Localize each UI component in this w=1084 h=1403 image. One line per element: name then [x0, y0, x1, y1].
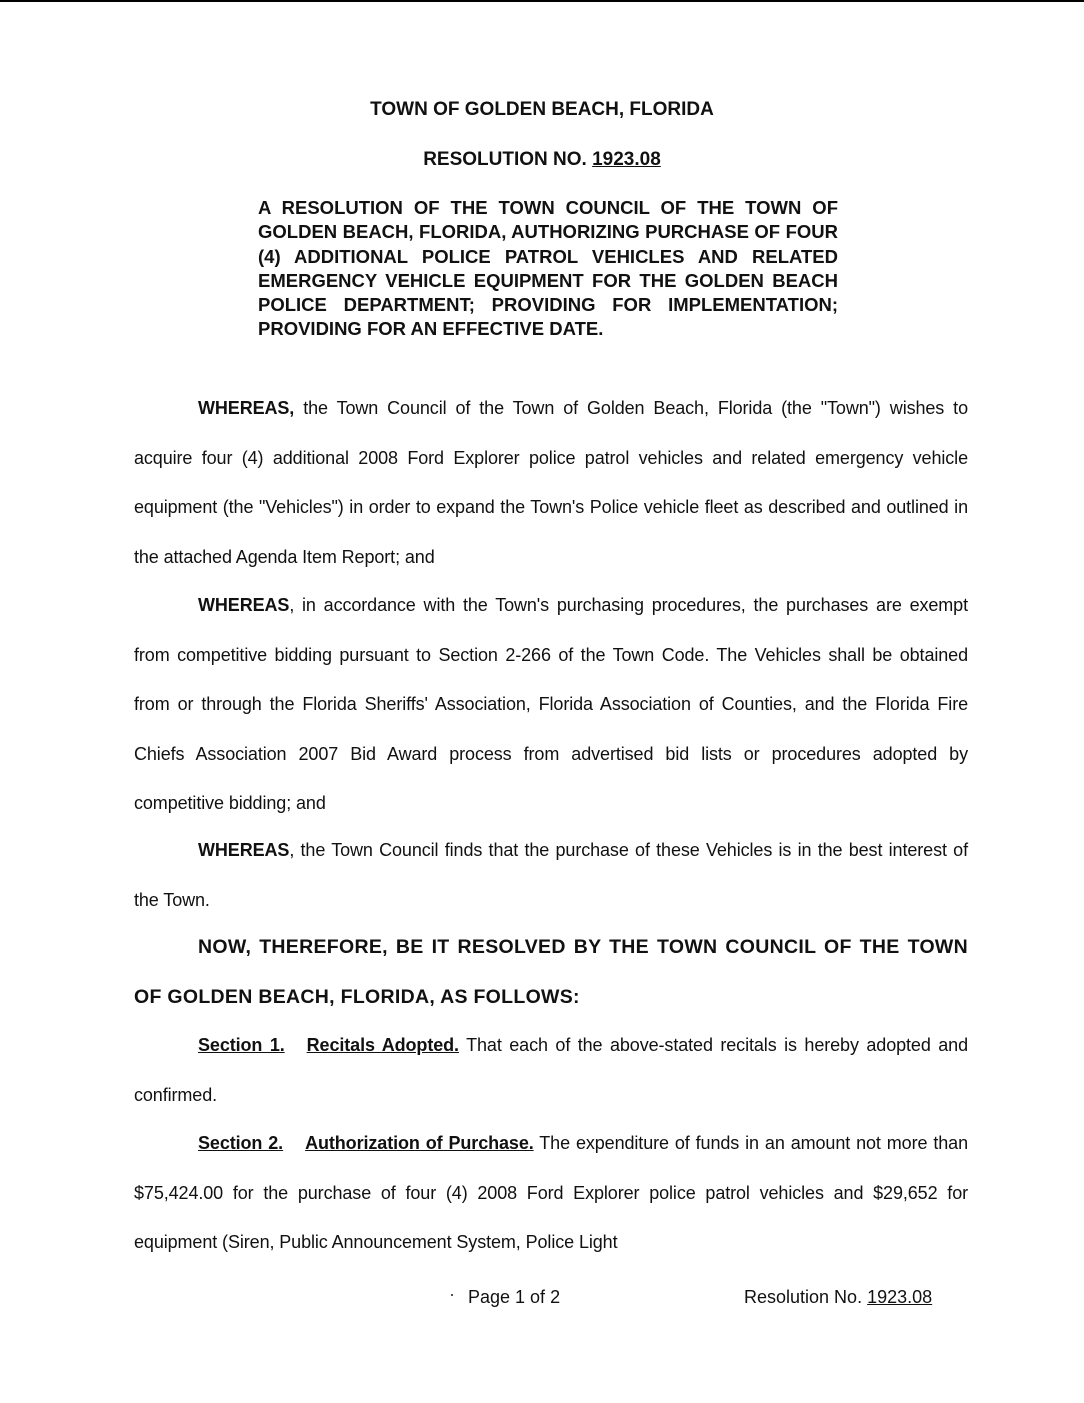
resolution-number: 1923.08 [592, 149, 661, 170]
town-title: TOWN OF GOLDEN BEACH, FLORIDA [370, 99, 714, 120]
recital-paragraph [134, 581, 968, 829]
recital-paragraph [134, 826, 968, 925]
recital-text: , in accordance with the Town's purchasing procedures, the purchases are exempt from competitive bidding pursuant to Section 2-266 of the Town Code. The Vehicles shall be obtained from or through the Florida Sheriffs' Association, Florida Association of Counties, and the Florida Fire Chiefs Association 2007 Bid Award process from advertised bid lists or procedures adopted by competitive bidding; and [134, 595, 968, 813]
section-paragraph [134, 1021, 968, 1120]
section-text: The expenditure of funds in an amount not more than $75,424.00 for the purchase of four (4) 2008 Ford Explorer police patrol vehicles and $29,652 for equipment (Siren, Public Announcement System, Police Light [134, 1133, 968, 1252]
section-number: Section 1. [198, 1035, 285, 1055]
footer-resolution-number [744, 1287, 932, 1308]
title-text: A RESOLUTION OF THE TOWN COUNCIL OF THE TOWN OF GOLDEN BEACH, FLORIDA, AUTHORIZING PURCHASE OF FOUR (4) ADDITIONAL POLICE PATROL VEHICLES AND RELATED EMERGENCY VEHICLE EQUIPMENT FOR THE GOLDEN BEACH POLICE DEPARTMENT; PROVIDING FOR IMPLEMENTATION; [258, 197, 838, 316]
resolution-title-block [258, 196, 838, 342]
resolved-clause: NOW, THEREFORE, BE IT RESOLVED BY THE TOWN COUNCIL OF THE TOWN OF GOLDEN BEACH, FLORIDA, AS FOLLOWS: [134, 936, 968, 1008]
section-paragraph [134, 1119, 968, 1268]
resolution-prefix: RESOLUTION NO. [423, 149, 593, 170]
recital-lead: WHEREAS, [198, 398, 295, 418]
section-heading: Recitals Adopted. [306, 1035, 459, 1055]
section-text: That each of the above-stated recitals is hereby adopted and confirmed. [134, 1035, 968, 1105]
section-number: Section 2. [198, 1133, 284, 1153]
recital-lead: WHEREAS [198, 840, 290, 860]
section-heading: Authorization of Purchase. [305, 1133, 534, 1153]
footer-resolution-value: 1923.08 [867, 1287, 933, 1307]
recital-text: , the Town Council finds that the purchase of these Vehicles is in the best interest of the Town. [134, 840, 968, 910]
title-text-last-line: PROVIDING FOR AN EFFECTIVE DATE. [258, 318, 604, 340]
scan-speck [451, 1294, 453, 1296]
footer-resolution-prefix: Resolution No. [744, 1287, 868, 1307]
recital-lead: WHEREAS [198, 595, 290, 615]
recital-text: the Town Council of the Town of Golden Beach, Florida (the "Town") wishes to acquire four (4) additional 2008 Ford Explorer police patrol vehicles and related emergency vehicle equipment (the "Vehicles") in order to expand the Town's Police vehicle fleet as described and outlined in the attached Agenda Item Report; and [134, 398, 968, 567]
resolution-heading [0, 149, 1084, 171]
page-number: Page 1 of 2 [468, 1287, 561, 1307]
page-top-border [0, 0, 1084, 2]
recital-paragraph [134, 384, 968, 582]
